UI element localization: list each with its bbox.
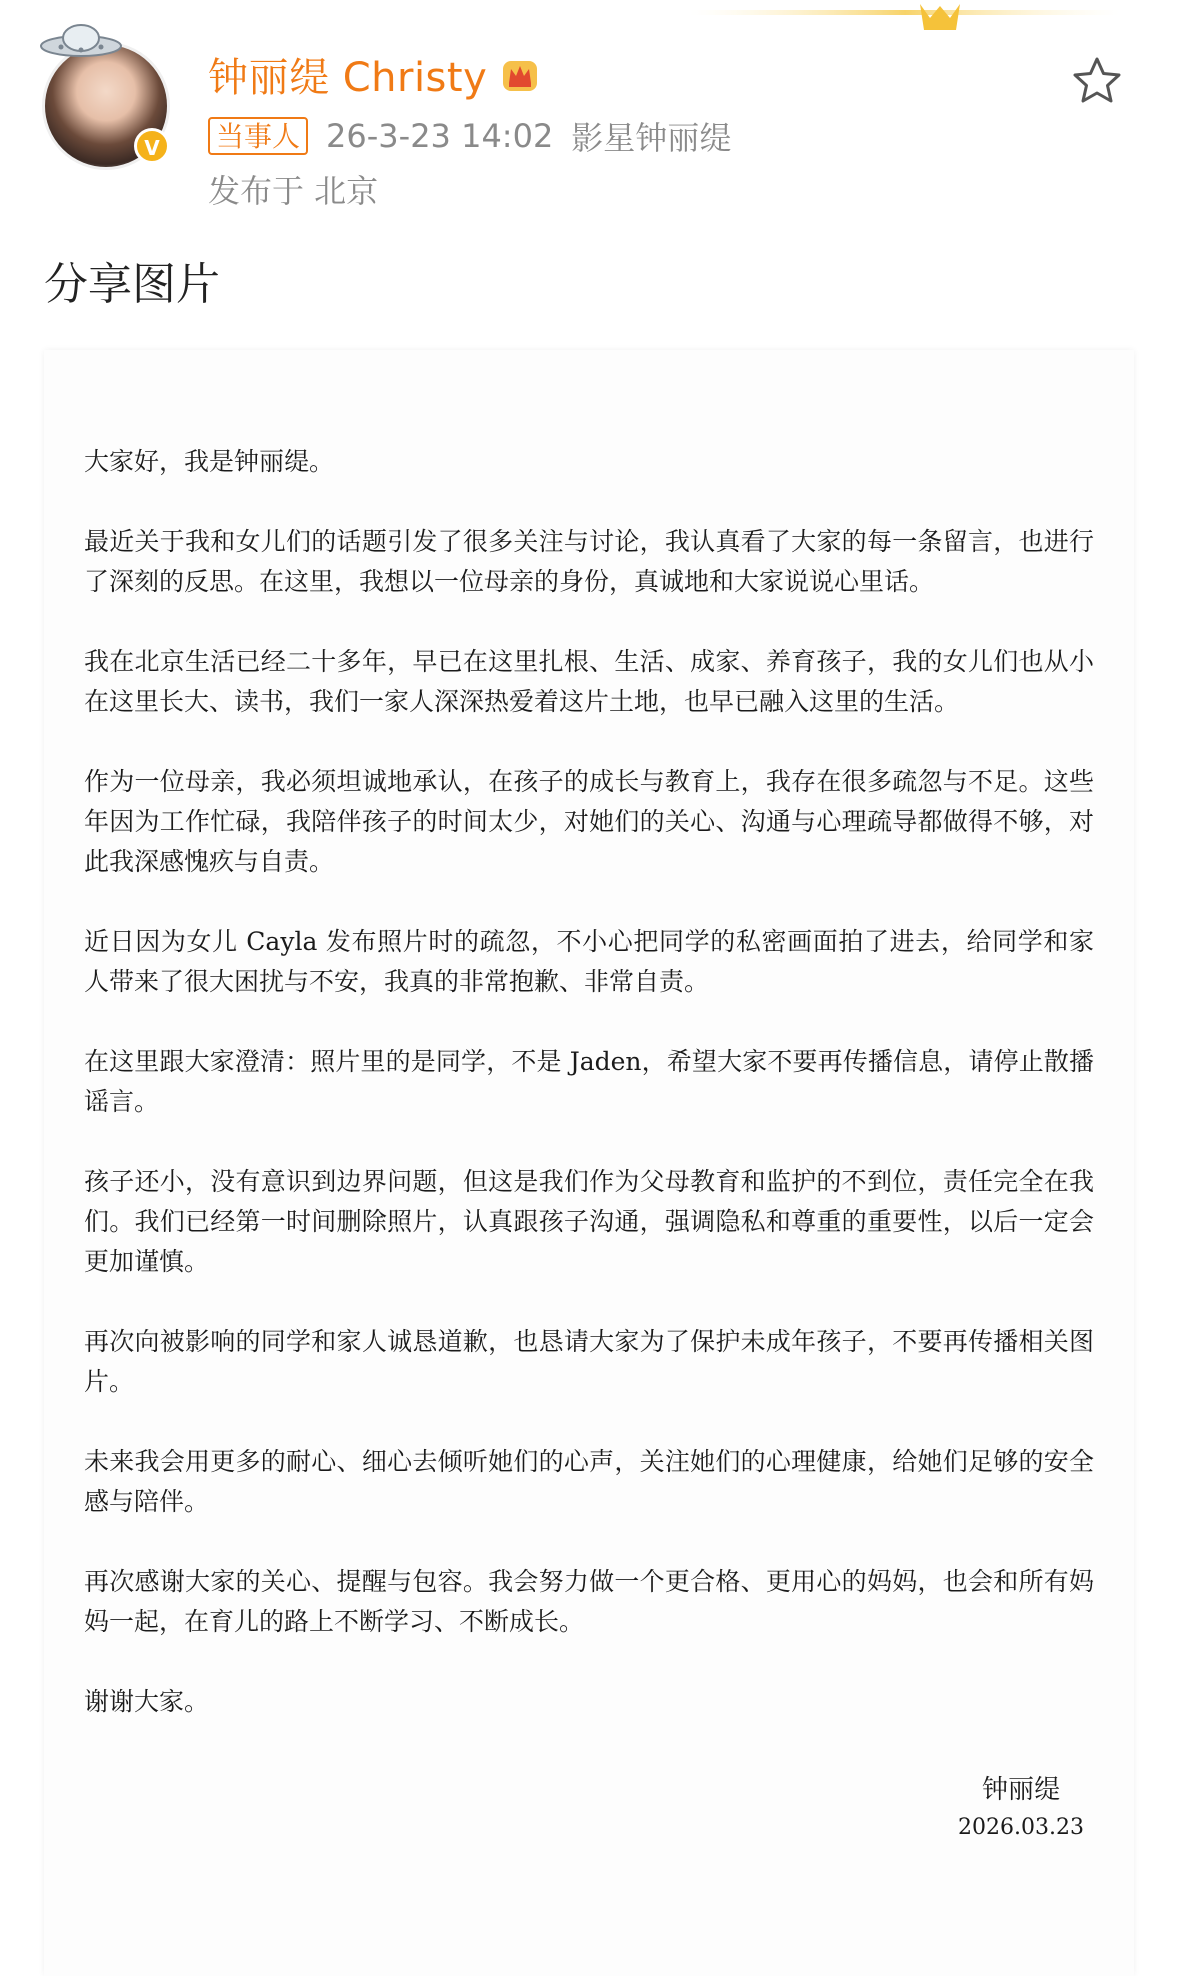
letter-signature xyxy=(958,1770,1084,1846)
post-meta xyxy=(208,114,731,158)
letter-paragraph: 作为一位母亲，我必须坦诚地承认，在孩子的成长与教育上，我存在很多疏忽与不足。这些年因为工作忙碌，我陪伴孩子的时间太少，对她们的关心、沟通与心理疏导都做得不够，对此我深感愧疚与自责。 xyxy=(84,767,1094,876)
ufo-frame-icon xyxy=(36,16,126,66)
username-row xyxy=(208,44,543,104)
signature-name: 钟丽缇 xyxy=(982,1775,1061,1805)
letter-paragraph: 大家好，我是钟丽缇。 xyxy=(84,447,335,476)
letter-paragraph: 孩子还小，没有意识到边界问题，但这是我们作为父母教育和监护的不到位，责任完全在我们。我们已经第一时间删除照片，认真跟孩子沟通，强调隐私和尊重的重要性，以后一定会更加谨慎。 xyxy=(84,1167,1094,1276)
star-icon[interactable] xyxy=(1070,54,1124,108)
header-decoration xyxy=(690,0,1120,40)
post-time: 26-3-23 14:02 xyxy=(326,117,554,155)
verified-icon: V xyxy=(134,128,170,164)
post-source[interactable]: 影星钟丽缇 xyxy=(571,119,732,157)
letter-paragraph: 我在北京生活已经二十多年，早已在这里扎根、生活、成家、养育孩子，我的女儿们也从小在这里长大、读书，我们一家人深深热爱着这片土地，也早已融入这里的生活。 xyxy=(84,647,1094,716)
letter-paragraph: 在这里跟大家澄清：照片里的是同学，不是 Jaden，希望大家不要再传播信息，请停止散播谣言。 xyxy=(84,1047,1094,1116)
post-location: 发布于 北京 xyxy=(208,172,379,210)
avatar-container[interactable] xyxy=(36,16,186,166)
letter-paragraph: 再次向被影响的同学和家人诚恳道歉，也恳请大家为了保护未成年孩子，不要再传播相关图片。 xyxy=(84,1327,1094,1396)
letter-paragraph: 谢谢大家。 xyxy=(84,1687,210,1716)
letter-paragraph: 近日因为女儿 Cayla 发布照片时的疏忽，不小心把同学的私密画面拍了进去，给同学和家人带来了很大困扰与不安，我真的非常抱歉、非常自责。 xyxy=(84,927,1094,996)
letter-body xyxy=(84,442,1094,1762)
crown-icon xyxy=(497,51,543,97)
signature-date: 2026.03.23 xyxy=(958,1815,1084,1840)
letter-paragraph: 再次感谢大家的关心、提醒与包容。我会努力做一个更合格、更用心的妈妈，也会和所有妈妈一起，在育儿的路上不断学习、不断成长。 xyxy=(84,1567,1094,1636)
party-badge: 当事人 xyxy=(208,117,308,155)
letter-paragraph: 最近关于我和女儿们的话题引发了很多关注与讨论，我认真看了大家的每一条留言，也进行了深刻的反思。在这里，我想以一位母亲的身份，真诚地和大家说说心里话。 xyxy=(84,527,1094,596)
letter-paragraph: 未来我会用更多的耐心、细心去倾听她们的心声，关注她们的心理健康，给她们足够的安全感与陪伴。 xyxy=(84,1447,1094,1516)
username[interactable]: 钟丽缇 Christy xyxy=(208,54,488,101)
shared-image[interactable] xyxy=(44,350,1134,1976)
post-text: 分享图片 xyxy=(44,259,220,310)
